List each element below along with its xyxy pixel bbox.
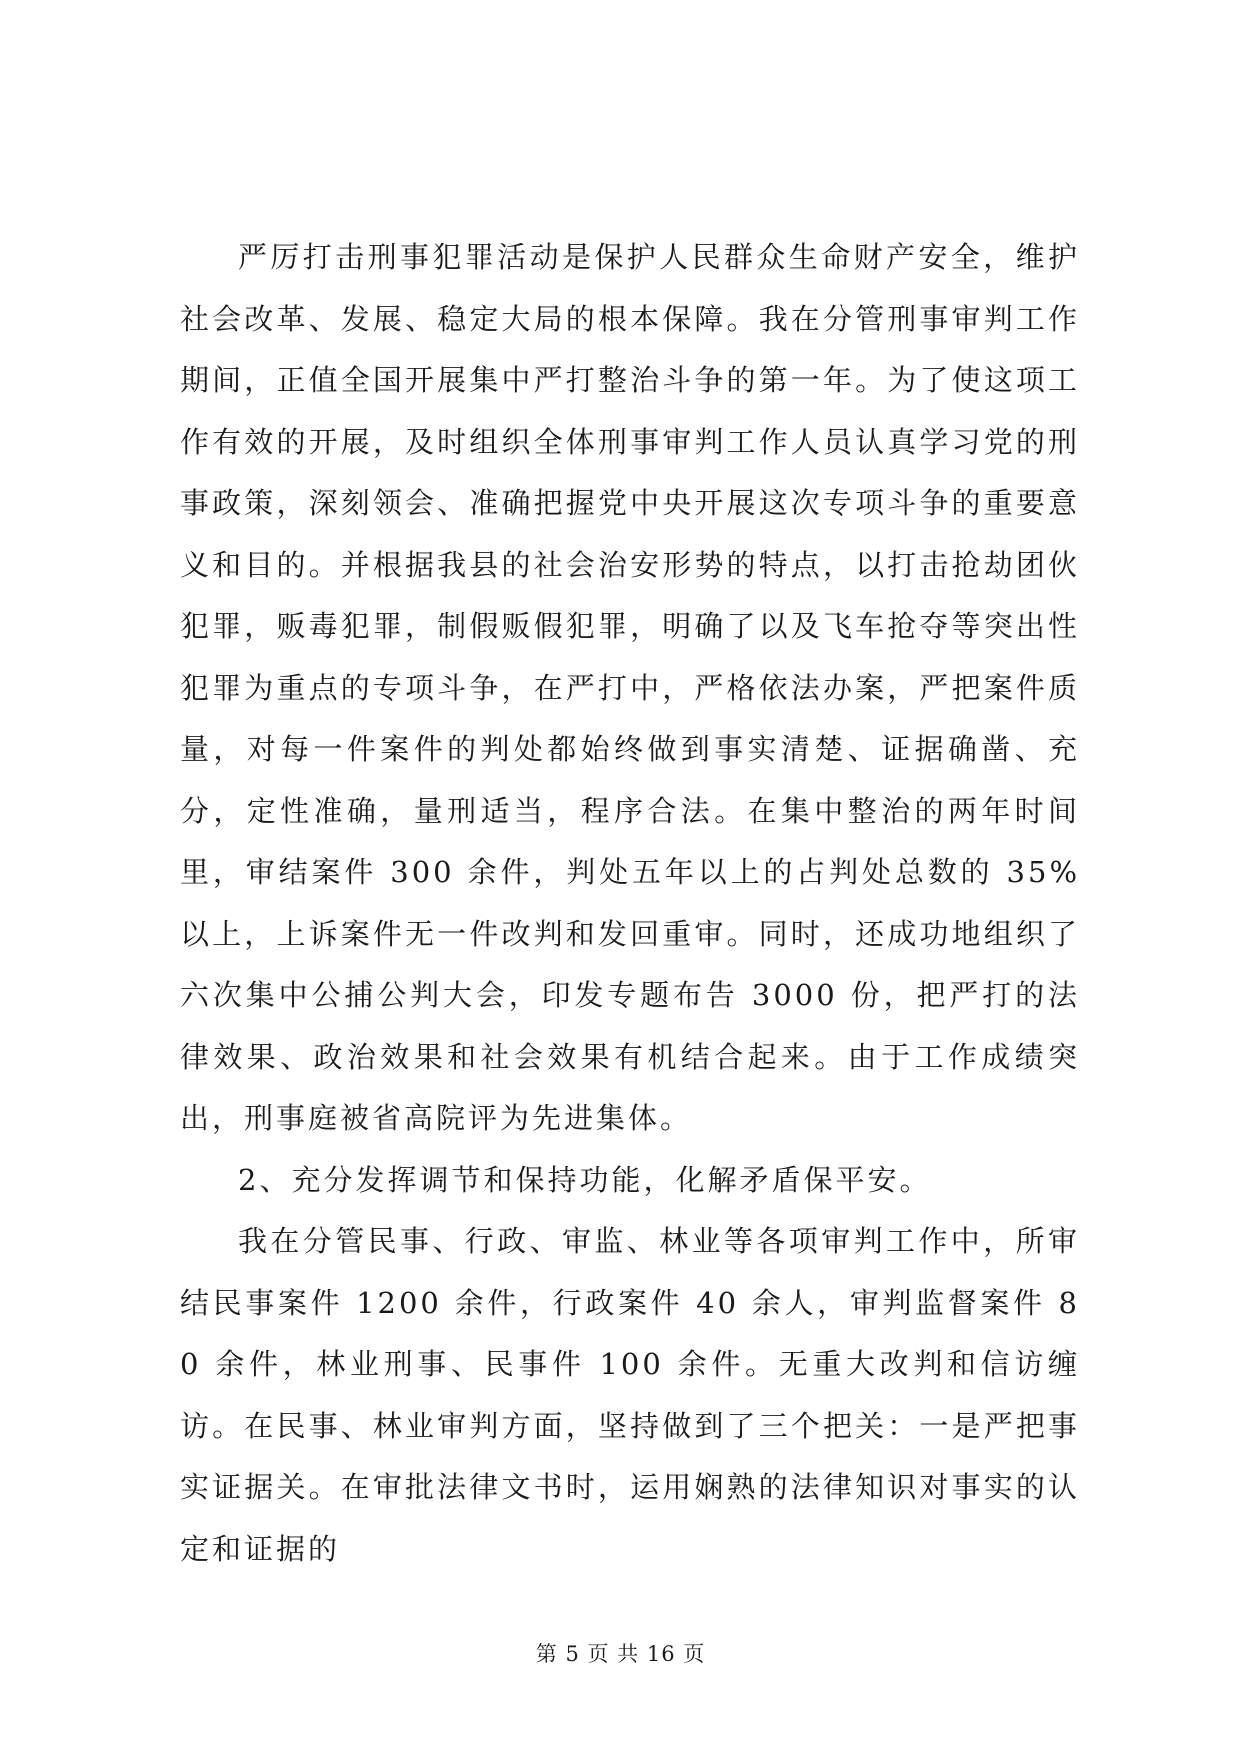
paragraph-civil-trial: 我在分管民事、行政、审监、林业等各项审判工作中，所审结民事案件 1200 余件，行政案件 40 余人，审判监督案件 80 余件，林业刑事、民事件 100 余件。无重大改判和信访缠访。在民事、林业审判方面，坚持做到了三个把关：一是严把事实证据关。在审批法律文书时，运用娴熟的法律知识对事实的认定和证据的: [180, 1224, 1080, 1566]
document-body: [180, 227, 1080, 1580]
page-number-footer: 第 5 页 共 16 页: [535, 1642, 706, 1666]
paragraph-criminal-trial: 严厉打击刑事犯罪活动是保护人民群众生命财产安全，维护社会改革、发展、稳定大局的根本保障。我在分管刑事审判工作期间，正值全国开展集中严打整治斗争的第一年。为了使这项工作有效的开展，及时组织全体刑事审判工作人员认真学习党的刑事政策，深刻领会、准确把握党中央开展这次专项斗争的重要意义和目的。并根据我县的社会治安形势的特点，以打击抢劫团伙犯罪，贩毒犯罪，制假贩假犯罪，明确了以及飞车抢夺等突出性犯罪为重点的专项斗争，在严打中，严格依法办案，严把案件质量，对每一件案件的判处都始终做到事实清楚、证据确凿、充分，定性准确，量刑适当，程序合法。在集中整治的两年时间里，审结案件 300 余件，判处五年以上的占判处总数的 35%以上，上诉案件无一件改判和发回重审。同时，还成功地组织了六次集中公捕公判大会，印发专题布告 3000 份，把严打的法律效果、政治效果和社会效果有机结合起来。由于工作成绩突出，刑事庭被省高院评为先进集体。: [180, 240, 1080, 1135]
paragraph-section-heading: 2、充分发挥调节和保持功能，化解矛盾保平安。: [238, 1162, 932, 1197]
